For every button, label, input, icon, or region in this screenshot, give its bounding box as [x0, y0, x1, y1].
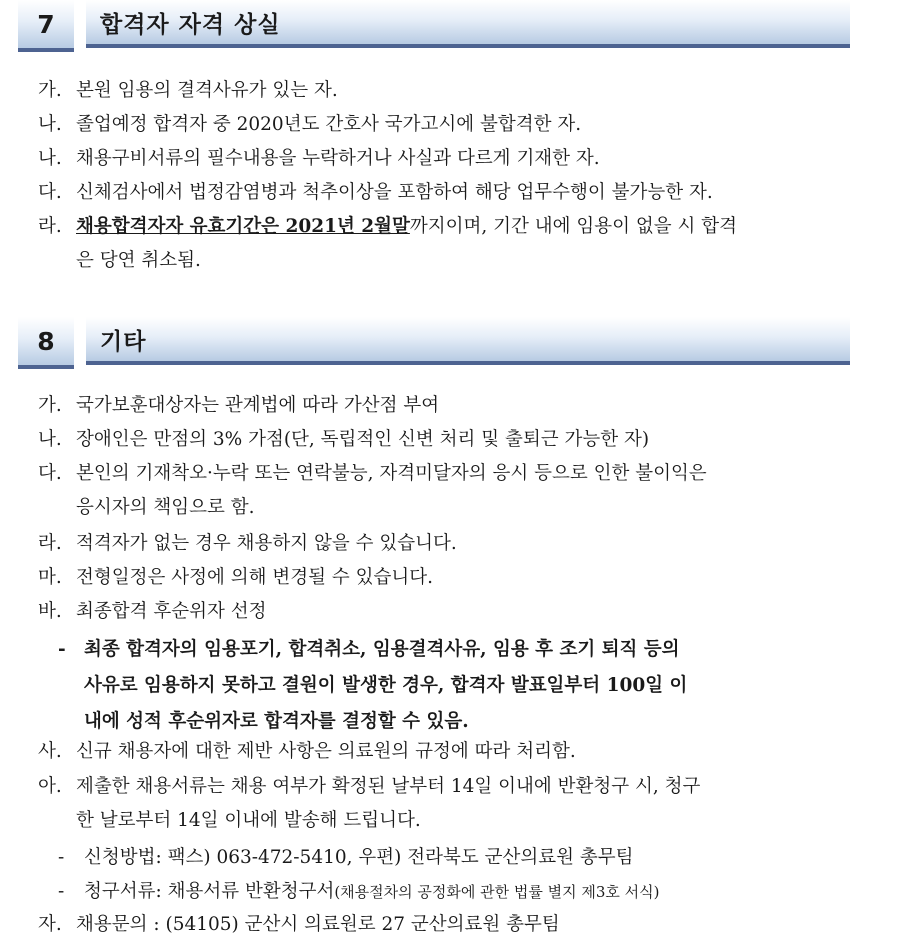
- dash-text: 신청방법: 팩스) 063-472-5410, 우편) 전라북도 군산의료원 총무팀: [84, 847, 634, 868]
- item-label: 사.: [38, 741, 62, 762]
- list-item: [38, 735, 868, 769]
- item-text: 전형일정은 사정에 의해 변경될 수 있습니다.: [76, 567, 433, 588]
- item-label: 다.: [38, 182, 62, 203]
- dash-label: -: [58, 881, 65, 902]
- item-text: 신규 채용자에 대한 제반 사항은 의료원의 규정에 따라 처리함.: [76, 741, 576, 762]
- list-item: [38, 142, 868, 176]
- dash-continuation: 내에 성적 후순위자로 합격자를 결정할 수 있음.: [84, 711, 469, 732]
- item-label: 바.: [38, 601, 62, 622]
- item-label: 가.: [38, 80, 62, 101]
- dash-item-reserve: [58, 632, 868, 740]
- list-item: [38, 527, 868, 561]
- dash-text: 최종 합격자의 임용포기, 합격취소, 임용결격사유, 임용 후 조기 퇴직 등의: [84, 639, 680, 660]
- list-item-validity: [38, 210, 868, 278]
- item-text: 국가보훈대상자는 관계법에 따라 가산점 부여: [76, 395, 440, 416]
- item-continuation: 은 당연 취소됨.: [76, 250, 201, 271]
- item-label: 다.: [38, 463, 62, 484]
- section-number: 8: [18, 317, 74, 369]
- list-item: [38, 423, 868, 457]
- section-title: 기타: [86, 317, 850, 365]
- item-label: 라.: [38, 533, 62, 554]
- item-text: 본원 임용의 결격사유가 있는 자.: [76, 80, 338, 101]
- item-label: 라.: [38, 216, 62, 237]
- item-text: 최종합격 후순위자 선정: [76, 601, 267, 622]
- item-text: 채용구비서류의 필수내용을 누락하거나 사실과 다르게 기재한 자.: [76, 148, 600, 169]
- item-text: 적격자가 없는 경우 채용하지 않을 수 있습니다.: [76, 533, 457, 554]
- section-title: 합격자 자격 상실: [86, 0, 850, 48]
- list-item: [38, 389, 868, 423]
- list-item-contact: [38, 908, 868, 942]
- item-label: 아.: [38, 776, 62, 797]
- item-text: 채용문의 : (54105) 군산시 의료원로 27 군산의료원 총무팀: [76, 914, 560, 935]
- list-item: [38, 561, 868, 595]
- section-7-header: [18, 0, 850, 52]
- list-item: [38, 770, 868, 838]
- dash-label: -: [58, 847, 65, 868]
- validity-highlight: 채용합격자자 유효기간은 2021년 2월말: [76, 216, 410, 237]
- item-text: 장애인은 만점의 3% 가점(단, 독립적인 신변 처리 및 출퇴근 가능한 자): [76, 429, 650, 450]
- list-item: [38, 457, 868, 525]
- section-8-header: [18, 317, 850, 369]
- dash-item-apply-method: [58, 841, 868, 875]
- dash-note: (채용절차의 공정화에 관한 법률 별지 제3호 서식): [334, 883, 660, 901]
- item-text: 제출한 채용서류는 채용 여부가 확정된 날부터 14일 이내에 반환청구 시, 청구: [76, 776, 701, 797]
- item-label: 자.: [38, 914, 62, 935]
- item-text: 신체검사에서 법정감염병과 척추이상을 포함하여 해당 업무수행이 불가능한 자.: [76, 182, 713, 203]
- item-text: 까지이며, 기간 내에 임용이 없을 시 합격: [409, 216, 737, 237]
- list-item: [38, 74, 868, 108]
- dash-item-documents: [58, 875, 868, 909]
- item-label: 나.: [38, 429, 62, 450]
- dash-label: -: [58, 639, 66, 660]
- item-label: 나.: [38, 148, 62, 169]
- item-label: 나.: [38, 114, 62, 135]
- item-text: 졸업예정 합격자 중 2020년도 간호사 국가고시에 불합격한 자.: [76, 114, 582, 135]
- item-label: 가.: [38, 395, 62, 416]
- item-label: 마.: [38, 567, 62, 588]
- dash-text: 청구서류: 채용서류 반환청구서: [84, 881, 335, 902]
- item-text: 본인의 기재착오·누락 또는 연락불능, 자격미달자의 응시 등으로 인한 불이익은: [76, 463, 707, 484]
- item-continuation: 한 날로부터 14일 이내에 발송해 드립니다.: [76, 810, 421, 831]
- dash-continuation: 사유로 임용하지 못하고 결원이 발생한 경우, 합격자 발표일부터 100일 이: [84, 675, 688, 696]
- list-item: [38, 176, 868, 210]
- list-item: [38, 595, 868, 629]
- item-continuation: 응시자의 책임으로 함.: [76, 497, 255, 518]
- list-item: [38, 108, 868, 142]
- section-number: 7: [18, 0, 74, 52]
